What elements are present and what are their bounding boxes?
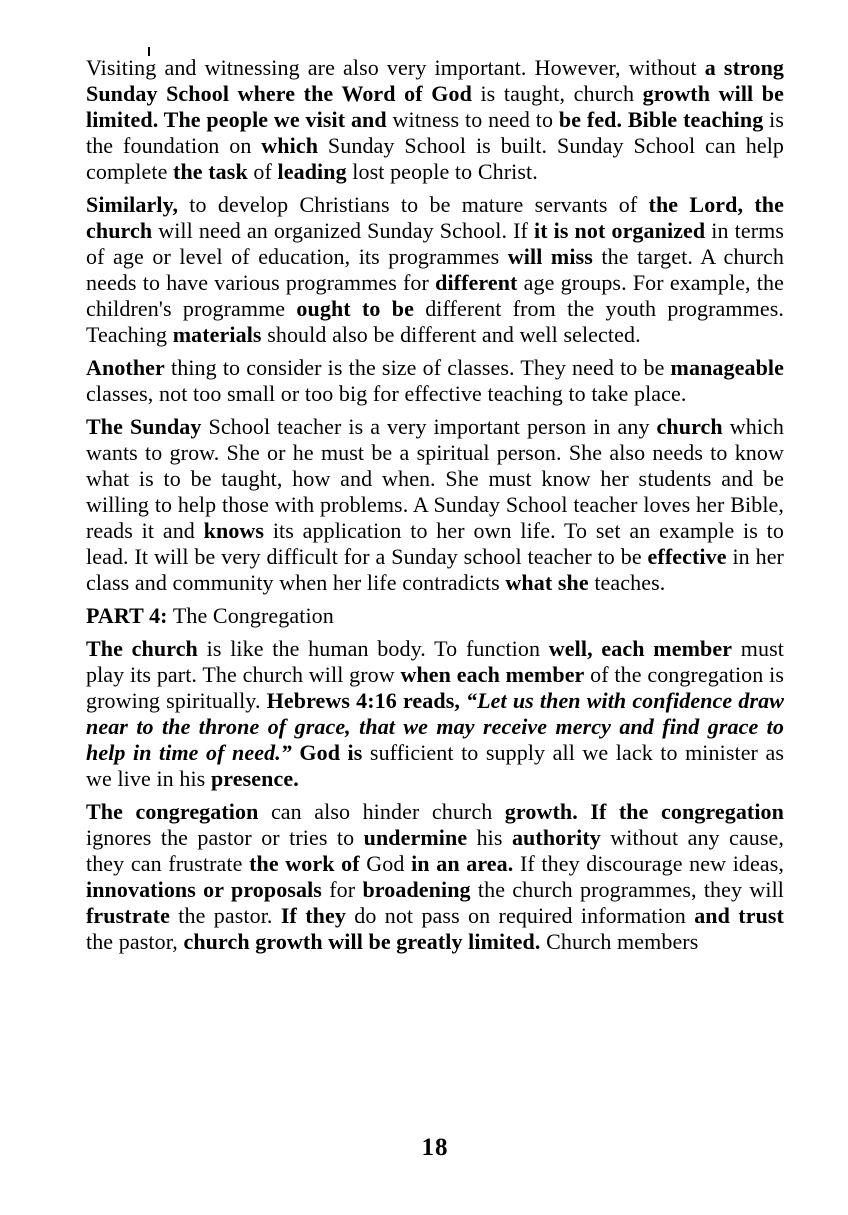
text-run: knows [203,518,265,543]
text-run: Similarly, [86,192,179,217]
text-run: different [435,270,518,295]
text-run: growth will be limited. The people we visit and [86,81,785,132]
text-run: the church [86,192,784,243]
text-run: If they discourage new ideas, [513,851,784,876]
text-run: the task [173,159,248,184]
text-run: is the foundation on [86,107,784,158]
text-run: to develop Christians to be mature servants of [178,192,649,217]
text-run: frustrate [86,903,170,928]
text-run: School teacher is a very important person in any [201,414,657,439]
paragraph-sunday-school-teacher [86,414,784,596]
paragraph-class-size [86,355,784,407]
text-run: Hebrews 4:16 [266,688,397,713]
text-run: broadening [362,877,471,902]
text-run: undermine [363,825,468,850]
text-run: the pastor. [169,903,281,928]
text-run: reads, [402,688,460,713]
text-run: in her class and community when her life contradicts [86,544,784,595]
text-run: thing to consider is the size of classes. They need to be [164,355,671,380]
text-run: innovations or proposals [86,877,322,902]
text-run: member [505,662,585,687]
text-run: sufficient to supply all we lack to minister as we live in his [86,740,785,791]
text-run: will miss [507,244,593,269]
text-run: it is not [533,218,606,243]
text-run: Church members [540,929,699,954]
text-run: different from the youth programmes. Teaching [86,296,784,347]
text-run: should also be different and well selected. [261,322,641,347]
text-run: If they [280,903,346,928]
text-run: organized [611,218,706,243]
paragraph-congregation-hinder [86,799,784,955]
text-run: is taught, church [471,81,643,106]
text-run [645,636,654,661]
text-run: the church programmes, they will [470,877,784,902]
text-run: The congregation [86,799,259,824]
text-run: The Sunday [86,414,202,439]
text-run: The church [86,636,198,661]
text-run: is like the human body. To function [197,636,549,661]
page-number: 18 [421,1134,449,1161]
text-run: which wants to grow. She or he must be a spiritual person. She also needs to know what is to be taught, how and when. She must know her students and be willing to help those with problems. A Sunday School teacher loves her Bible, reads it and [86,414,784,543]
text-run: member [653,636,733,661]
text-run: The Congregation [167,603,334,628]
text-run: a strong Sunday School where the Word of God [86,55,784,106]
text-run: Sunday School is built. Sunday School can help complete [86,133,785,184]
text-run: be fed. Bible teaching [558,107,764,132]
text-run: age groups. For example, the children's programme [86,270,784,321]
paragraph-sunday-school-importance [86,55,784,185]
text-run: witness to need to [386,107,559,132]
text-run: what she [505,570,589,595]
text-run: of [247,159,278,184]
text-run: Visiting and witnessing are also very important. However, without [86,55,705,80]
text-run: teaches. [588,570,666,595]
text-run: God [359,851,412,876]
text-run: Another [86,355,165,380]
text-run: ignores the pastor or tries to [86,825,364,850]
text-run: PART 4: [86,603,168,628]
text-run: which [261,133,319,158]
paragraph-congregation-body [86,636,784,792]
text-run: can also hinder church [258,799,505,824]
text-run: “Let us then with confidence draw near to the throne of grace, that we may receive mercy and find grace to help in time of need.” [86,688,784,765]
text-run: If the congregation [590,799,784,824]
text-run: presence. [210,766,299,791]
text-run: classes, not too small or too big for effective teaching to take place. [86,381,687,406]
text-run: materials [172,322,262,347]
text-run: leading [277,159,347,184]
text-run: his [467,825,512,850]
text-run: without any cause, they can frustrate [86,825,784,876]
text-run: will need an organized Sunday School. If [152,218,534,243]
text-run: of the congregation is growing spiritually. [86,662,784,713]
text-run: the pastor, [86,929,184,954]
text-run: church growth will be greatly limited. [183,929,541,954]
text-run: growth. [504,799,578,824]
text-run: authority [511,825,601,850]
text-run: and trust [694,903,784,928]
text-run: lost people to Christ. [346,159,538,184]
text-run: for [321,877,363,902]
text-run [743,192,754,217]
text-run [578,799,590,824]
paragraph-organized-sunday-school [86,192,784,348]
text-run: the Lord, [648,192,744,217]
text-run: the work of [249,851,360,876]
text-run: when each [400,662,500,687]
text-run: ought to be [296,296,414,321]
text-run: manageable [670,355,784,380]
text-run: must play its part. The church will grow [86,636,784,687]
text-run: the target. A church needs to have various programmes for [86,244,784,295]
text-run: its application to her own life. To set an example is to lead. It will be very difficult for a Sunday school teacher to be [86,518,784,569]
text-run: in terms of age or level of education, its programmes [86,218,785,269]
text-run: church [656,414,723,439]
page-content [86,55,784,962]
text-run: in an area. [411,851,514,876]
text-run: God is [299,740,363,765]
text-run: well, each [548,636,645,661]
text-run: do not pass on required information [345,903,695,928]
text-run: effective [647,544,727,569]
heading-part-4 [86,603,784,629]
